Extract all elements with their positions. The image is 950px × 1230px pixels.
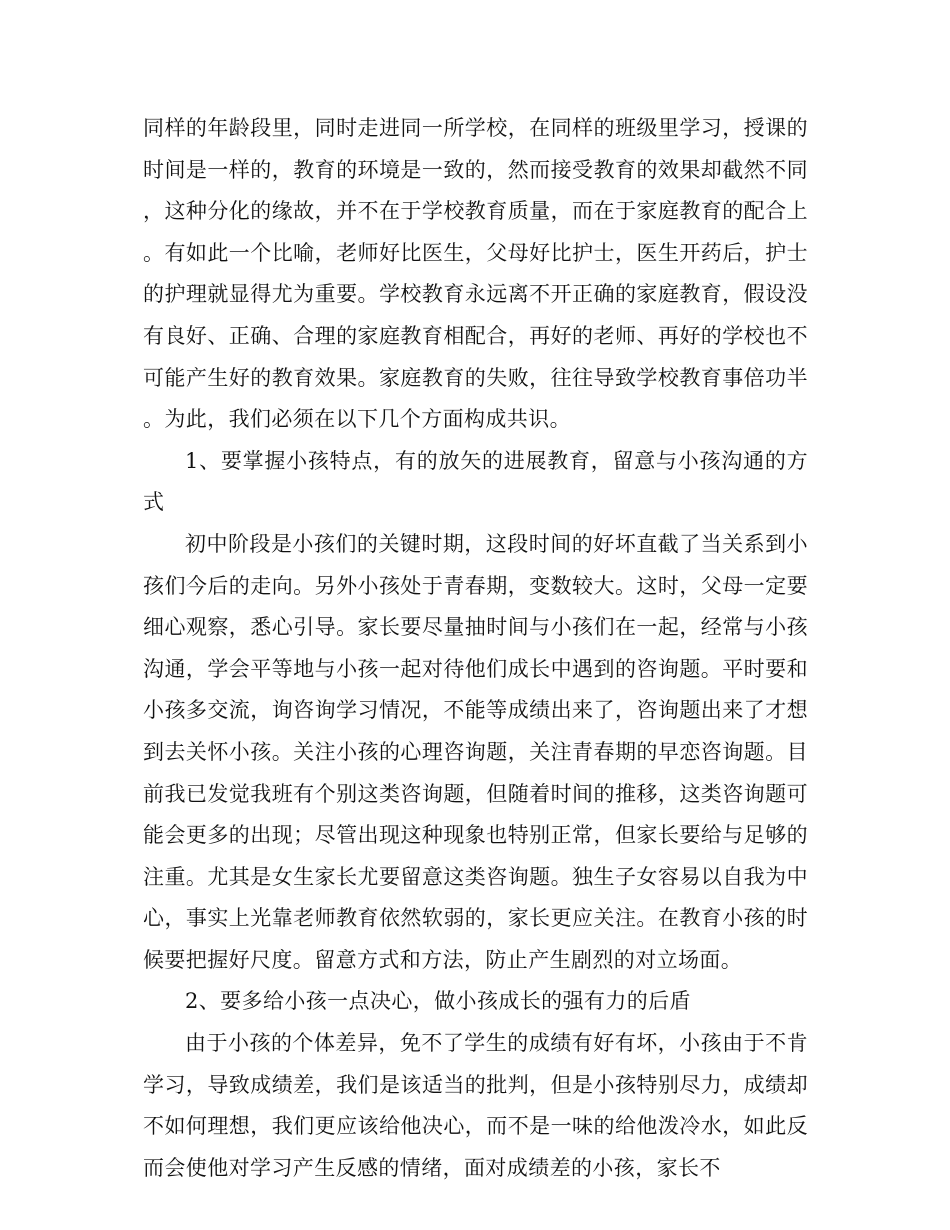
paragraph-intro: 同样的年龄段里，同时走进同一所学校，在同样的班级里学习，授课的时间是一样的，教育的环境是一致的，然而接受教育的效果却截然不同，这种分化的缘故，并不在于学校教育质量，而在于家庭教育的配合上。有如此一个比喻，老师好比医生，父母好比护士，医生开药后，护士的护理就显得尤为重要。学校教育永远离不开正确的家庭教育，假设没有良好、正确、合理的家庭教育相配合，再好的老师、再好的学校也不可能产生好的教育效果。家庭教育的失败，往往导致学校教育事倍功半。为此，我们必须在以下几个方面构成共识。	[143, 116, 808, 432]
paragraph-section-1: 初中阶段是小孩们的关键时期，这段时间的好坏直截了当关系到小孩们今后的走向。另外小孩处于青春期，变数较大。这时，父母一定要细心观察，悉心引导。家长要尽量抽时间与小孩们在一起，经常与小孩沟通，学会平等地与小孩一起对待他们成长中遇到的咨询题。平时要和小孩多交流，询咨询学习情况，不能等成绩出来了，咨询题出来了才想到去关怀小孩。关注小孩的心理咨询题，关注青春期的早恋咨询题。目前我已发觉我班有个别这类咨询题，但随着时间的推移，这类咨询题可能会更多的出现；尽管出现这种现象也特别正常，但家长要给与足够的注重。尤其是女生家长尤要留意这类咨询题。独生子女容易以自我为中心，事实上光靠老师教育依然软弱的，家长更应关注。在教育小孩的时候要把握好尺度。留意方式和方法，防止产生剧烈的对立场面。	[143, 531, 808, 972]
document-body	[143, 108, 808, 1189]
section-heading-1: 1、要掌握小孩特点，有的放矢的进展教育，留意与小孩沟通的方式	[143, 448, 808, 515]
section-heading-2: 2、要多给小孩一点决心，做小孩成长的强有力的后盾	[185, 989, 691, 1014]
paragraph-section-2: 由于小孩的个体差异，免不了学生的成绩有好有坏，小孩由于不肯学习，导致成绩差，我们是该适当的批判，但是小孩特别尽力，成绩却不如何理想，我们更应该给他决心，而不是一味的给他泼冷水，如此反而会使他对学习产生反感的情绪，面对成绩差的小孩，家长不	[143, 1031, 808, 1180]
